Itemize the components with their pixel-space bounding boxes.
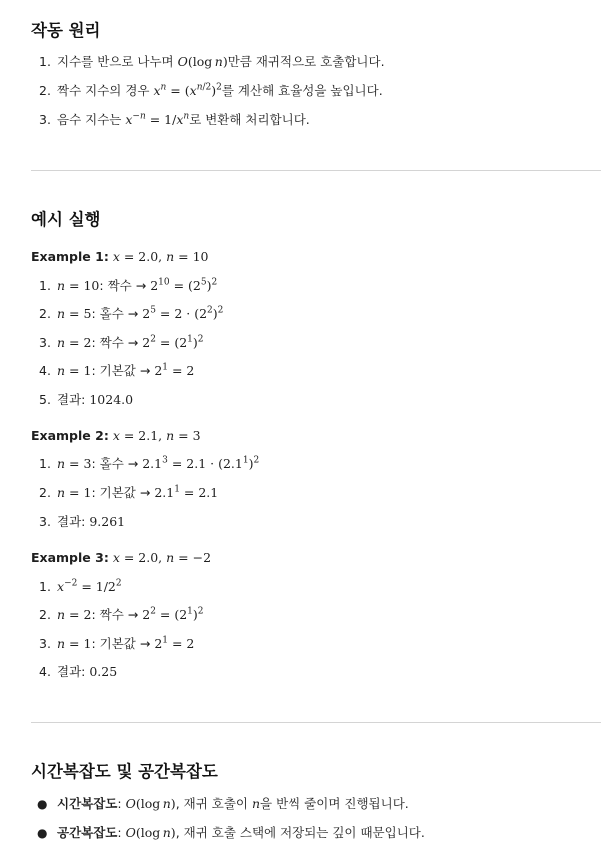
example-condition: x = 2.0, n = 10 <box>112 249 209 264</box>
result-value: 1024.0 <box>89 392 134 407</box>
example-condition: x = 2.1, n = 3 <box>112 428 201 443</box>
math-complexity: O(log n) <box>177 54 228 69</box>
section-title-complexity: 시간복잡도 및 공간복잡도 <box>31 762 218 781</box>
divider <box>31 722 601 723</box>
list-item-text: 지수를 반으로 나누며 <box>57 54 178 69</box>
example-heading: Example 1: x = 2.0, n = 10 <box>31 249 209 264</box>
math-complexity: O(log n) <box>125 825 176 840</box>
result-value: 9.261 <box>89 514 126 529</box>
divider <box>31 170 601 171</box>
example-condition: x = 2.0, n = −2 <box>112 550 212 565</box>
example-heading: Example 2: x = 2.1, n = 3 <box>31 428 201 443</box>
bullet-icon: ● <box>37 797 48 811</box>
section-title-examples: 예시 실행 <box>31 210 101 229</box>
bullet-icon: ● <box>37 826 48 840</box>
math-complexity: O(log n) <box>125 796 176 811</box>
result-value: 0.25 <box>89 664 118 679</box>
section-title-how-it-works: 작동 원리 <box>31 21 101 40</box>
math-even-formula: $x^n = (x^{n/2})^2$ <box>153 82 222 98</box>
example-heading: Example 3: x = 2.0, n = −2 <box>31 550 212 565</box>
math-negative-formula: $x^{-n} = 1/x^n$ <box>125 111 190 127</box>
